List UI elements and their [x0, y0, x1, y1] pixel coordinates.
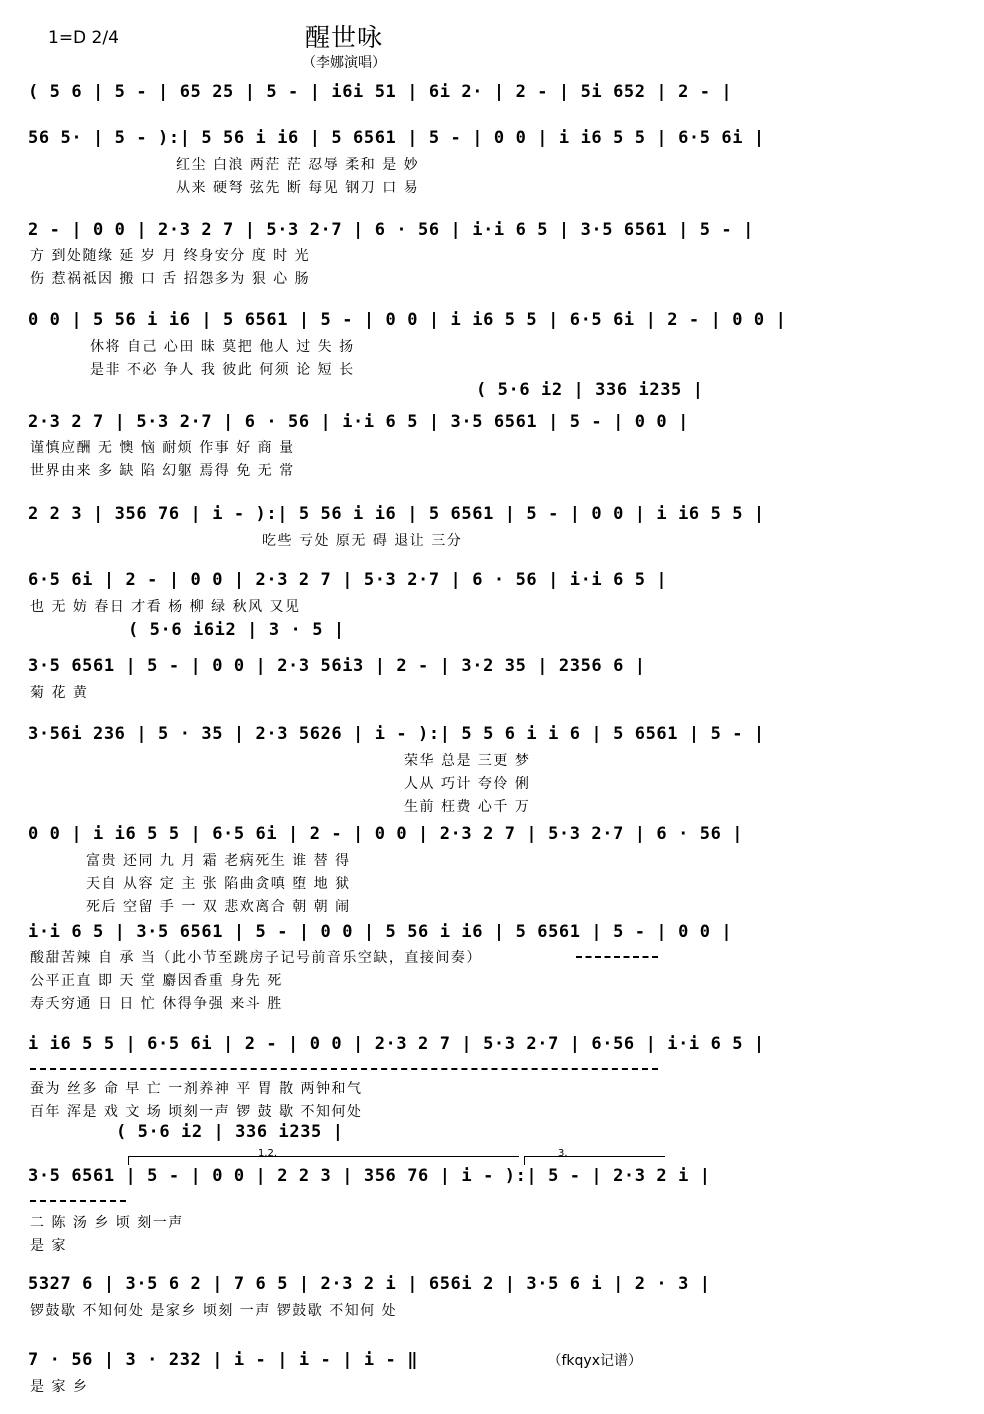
- skip-dash-line-3: [30, 1200, 126, 1202]
- lyric-row-3a: 方 到处随缘 延 岁 月 终身安分 度 时 光: [30, 248, 311, 264]
- interlude-row-7: ( 5·6 i6i2 | 3 · 5 |: [128, 620, 345, 640]
- notation-row-7: 6·5 6i | 2 - | 0 0 | 2·3 2 7 | 5·3 2·7 | 6 · 56 | i·i 6 5 |: [28, 570, 668, 590]
- notation-row-9: 3·56i 236 | 5 · 35 | 2·3 5626 | i - ):| 5 5 6 i i 6 | 5 6561 | 5 - |: [28, 724, 765, 744]
- notation-row-1: ( 5 6 | 5 - | 65 25 | 5 - | i6i 51 | 6i 2· | 2 - | 5i 652 | 2 - |: [28, 82, 733, 102]
- notation-row-6: 2 2 3 | 356 76 | i - ):| 5 56 i i6 | 5 6561 | 5 - | 0 0 | i i6 5 5 |: [28, 504, 765, 524]
- notation-row-13: 3·5 6561 | 5 - | 0 0 | 2 2 3 | 356 76 | i - ):| 5 - | 2·3 2 i |: [28, 1166, 711, 1186]
- lyric-row-4a: 休将 自己 心田 昧 莫把 他人 过 失 扬: [90, 339, 355, 355]
- volta-label-1: 1.2.: [258, 1148, 278, 1159]
- key-signature: 1=D 2/4: [48, 28, 119, 48]
- lyric-row-2b: 从来 硬弩 弦先 断 每见 钢刀 口 易: [176, 180, 420, 196]
- volta-bracket-2: [524, 1156, 665, 1165]
- lyric-row-9b: 人从 巧计 夸伶 俐: [404, 776, 531, 792]
- lyric-row-2a: 红尘 白浪 两茫 茫 忍辱 柔和 是 妙: [176, 157, 420, 173]
- song-title: 醒世咏: [304, 23, 383, 52]
- lyric-row-11a: 酸甜苦辣 自 承 当（此小节至跳房子记号前音乐空缺，直接间奏）: [30, 950, 482, 966]
- notation-row-2: 56 5· | 5 - ):| 5 56 i i6 | 5 6561 | 5 - | 0 0 | i i6 5 5 | 6·5 6i |: [28, 128, 765, 148]
- lyric-row-3b: 伤 惹祸祗因 搬 口 舌 招怨多为 狠 心 肠: [30, 271, 311, 287]
- lyric-row-10a: 富贵 还同 九 月 霜 老病死生 谁 替 得: [86, 853, 351, 869]
- volta-bracket-1: [128, 1156, 519, 1165]
- singer-credit: （李娜演唱）: [302, 55, 386, 71]
- interlude-row-12: ( 5·6 i2 | 336 i235 |: [116, 1122, 344, 1142]
- skip-dash-line: [576, 956, 658, 958]
- notation-row-8: 3·5 6561 | 5 - | 0 0 | 2·3 56i3 | 2 - | 3·2 35 | 2356 6 |: [28, 656, 646, 676]
- lyric-row-5b: 世界由来 多 缺 陷 幻躯 焉得 免 无 常: [30, 463, 295, 479]
- lyric-row-4b: 是非 不必 争人 我 彼此 何须 论 短 长: [90, 362, 355, 378]
- lyric-row-7: 也 无 妨 春日 才看 杨 柳 绿 秋风 又见: [30, 599, 301, 615]
- notation-row-5: 2·3 2 7 | 5·3 2·7 | 6 · 56 | i·i 6 5 | 3·5 6561 | 5 - | 0 0 |: [28, 412, 689, 432]
- lyric-row-13a: 二 陈 汤 乡 顷 刻一声: [30, 1215, 184, 1231]
- lyric-row-11c: 寿夭穷通 日 日 忙 休得争强 来斗 胜: [30, 996, 283, 1012]
- lyric-row-10b: 天自 从容 定 主 张 陷曲贪嗔 堕 地 狱: [86, 876, 351, 892]
- notation-row-3: 2 - | 0 0 | 2·3 2 7 | 5·3 2·7 | 6 · 56 | i·i 6 5 | 3·5 6561 | 5 - |: [28, 220, 754, 240]
- skip-dash-line-2: [30, 1068, 658, 1070]
- notation-row-15: 7 · 56 | 3 · 232 | i - | i - | i - ‖: [28, 1350, 419, 1370]
- lyric-row-13b: 是 家: [30, 1238, 67, 1254]
- lyric-row-10c: 死后 空留 手 一 双 悲欢离合 朝 朝 闹: [86, 899, 351, 915]
- transcriber-credit: （fkqyx记谱）: [547, 1353, 642, 1369]
- notation-row-10: 0 0 | i i6 5 5 | 6·5 6i | 2 - | 0 0 | 2·3 2 7 | 5·3 2·7 | 6 · 56 |: [28, 824, 744, 844]
- notation-row-11: i·i 6 5 | 3·5 6561 | 5 - | 0 0 | 5 56 i i6 | 5 6561 | 5 - | 0 0 |: [28, 922, 733, 942]
- lyric-row-5a: 谨慎应酬 无 懊 恼 耐烦 作事 好 商 量: [30, 440, 295, 456]
- notation-row-14: 5327 6 | 3·5 6 2 | 7 6 5 | 2·3 2 i | 656i 2 | 3·5 6 i | 2 · 3 |: [28, 1274, 711, 1294]
- lyric-row-9a: 荣华 总是 三更 梦: [404, 753, 531, 769]
- lyric-row-12a: 蚕为 丝多 命 早 亡 一剂养神 平 胃 散 两钟和气: [30, 1081, 363, 1097]
- lyric-row-9c: 生前 枉费 心千 万: [404, 799, 531, 815]
- lyric-row-11b: 公平正直 即 天 堂 麝因香重 身先 死: [30, 973, 283, 989]
- notation-row-4: 0 0 | 5 56 i i6 | 5 6561 | 5 - | 0 0 | i i6 5 5 | 6·5 6i | 2 - | 0 0 |: [28, 310, 787, 330]
- volta-label-2: 3.: [558, 1148, 568, 1159]
- notation-row-12: i i6 5 5 | 6·5 6i | 2 - | 0 0 | 2·3 2 7 | 5·3 2·7 | 6·56 | i·i 6 5 |: [28, 1034, 765, 1054]
- lyric-row-14: 锣鼓歇 不知何处 是家乡 顷刻 一声 锣鼓歇 不知何 处: [30, 1303, 398, 1319]
- lyric-row-15: 是 家 乡: [30, 1379, 89, 1395]
- lyric-row-8: 菊 花 黄: [30, 685, 89, 701]
- lyric-row-6: 吃些 亏处 原无 碍 退让 三分: [262, 533, 463, 549]
- interlude-row-4: ( 5·6 i2 | 336 i235 |: [476, 380, 704, 400]
- lyric-row-12b: 百年 浑是 戏 文 场 顷刻一声 锣 鼓 歇 不知何处: [30, 1104, 363, 1120]
